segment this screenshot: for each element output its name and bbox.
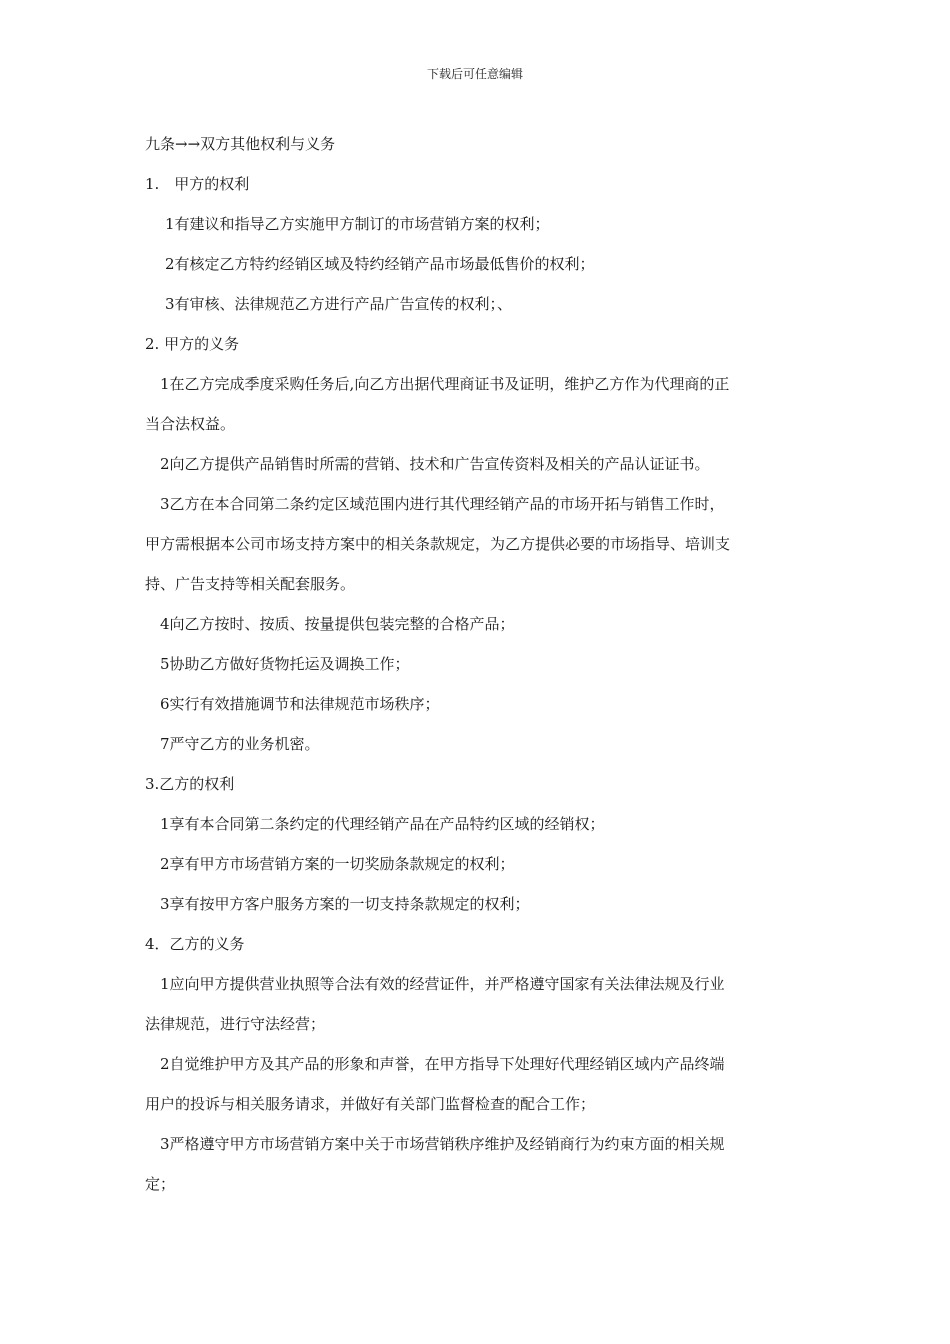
article-title: 九条→→双方其他权利与义务 bbox=[145, 135, 336, 153]
section-heading: 3.乙方的权利 bbox=[145, 775, 235, 793]
page-header: 下载后可任意编辑 bbox=[426, 67, 523, 81]
section-heading: 1. 甲方的权利 bbox=[145, 175, 250, 193]
document-body bbox=[145, 124, 810, 1204]
clause: 3享有按甲方客户服务方案的一切支持条款规定的权利； bbox=[160, 895, 530, 913]
clause: 2向乙方提供产品销售时所需的营销、技术和广告宣传资料及相关的产品认证证书。 bbox=[160, 455, 710, 473]
clause: 2有核定乙方特约经销区域及特约经销产品市场最低售价的权利； bbox=[165, 255, 595, 273]
section-heading: 4．乙方的义务 bbox=[145, 935, 245, 953]
clause-continuation: 持、广告支持等相关配套服务。 bbox=[145, 575, 356, 593]
clause: 3乙方在本合同第二条约定区域范围内进行其代理经销产品的市场开拓与销售工作时， bbox=[160, 495, 725, 513]
clause: 3有审核、法律规范乙方进行产品广告宣传的权利；、 bbox=[165, 295, 513, 313]
clause: 5协助乙方做好货物托运及调换工作； bbox=[160, 655, 410, 673]
clause: 4向乙方按时、按质、按量提供包装完整的合格产品； bbox=[160, 615, 515, 633]
clause-continuation: 用户的投诉与相关服务请求，并做好有关部门监督检查的配合工作； bbox=[145, 1095, 596, 1113]
clause: 2自觉维护甲方及其产品的形象和声誉，在甲方指导下处理好代理经销区域内产品终端 bbox=[160, 1055, 725, 1073]
clause: 1有建议和指导乙方实施甲方制订的市场营销方案的权利； bbox=[165, 215, 550, 233]
clause-continuation: 定； bbox=[145, 1175, 176, 1193]
clause: 1在乙方完成季度采购任务后,向乙方出据代理商证书及证明，维护乙方作为代理商的正 bbox=[160, 375, 730, 393]
section-heading: 2. 甲方的义务 bbox=[145, 335, 240, 353]
clause-continuation: 当合法权益。 bbox=[145, 415, 236, 433]
clause-continuation: 法律规范，进行守法经营； bbox=[145, 1015, 326, 1033]
clause: 1享有本合同第二条约定的代理经销产品在产品特约区域的经销权； bbox=[160, 815, 605, 833]
clause-continuation: 甲方需根据本公司市场支持方案中的相关条款规定，为乙方提供必要的市场指导、培训支 bbox=[145, 535, 731, 553]
clause: 3严格遵守甲方市场营销方案中关于市场营销秩序维护及经销商行为约束方面的相关规 bbox=[160, 1135, 725, 1153]
clause: 1应向甲方提供营业执照等合法有效的经营证件，并严格遵守国家有关法律法规及行业 bbox=[160, 975, 725, 993]
clause: 7严守乙方的业务机密。 bbox=[160, 735, 320, 753]
clause: 2享有甲方市场营销方案的一切奖励条款规定的权利； bbox=[160, 855, 515, 873]
clause: 6实行有效措施调节和法律规范市场秩序； bbox=[160, 695, 440, 713]
